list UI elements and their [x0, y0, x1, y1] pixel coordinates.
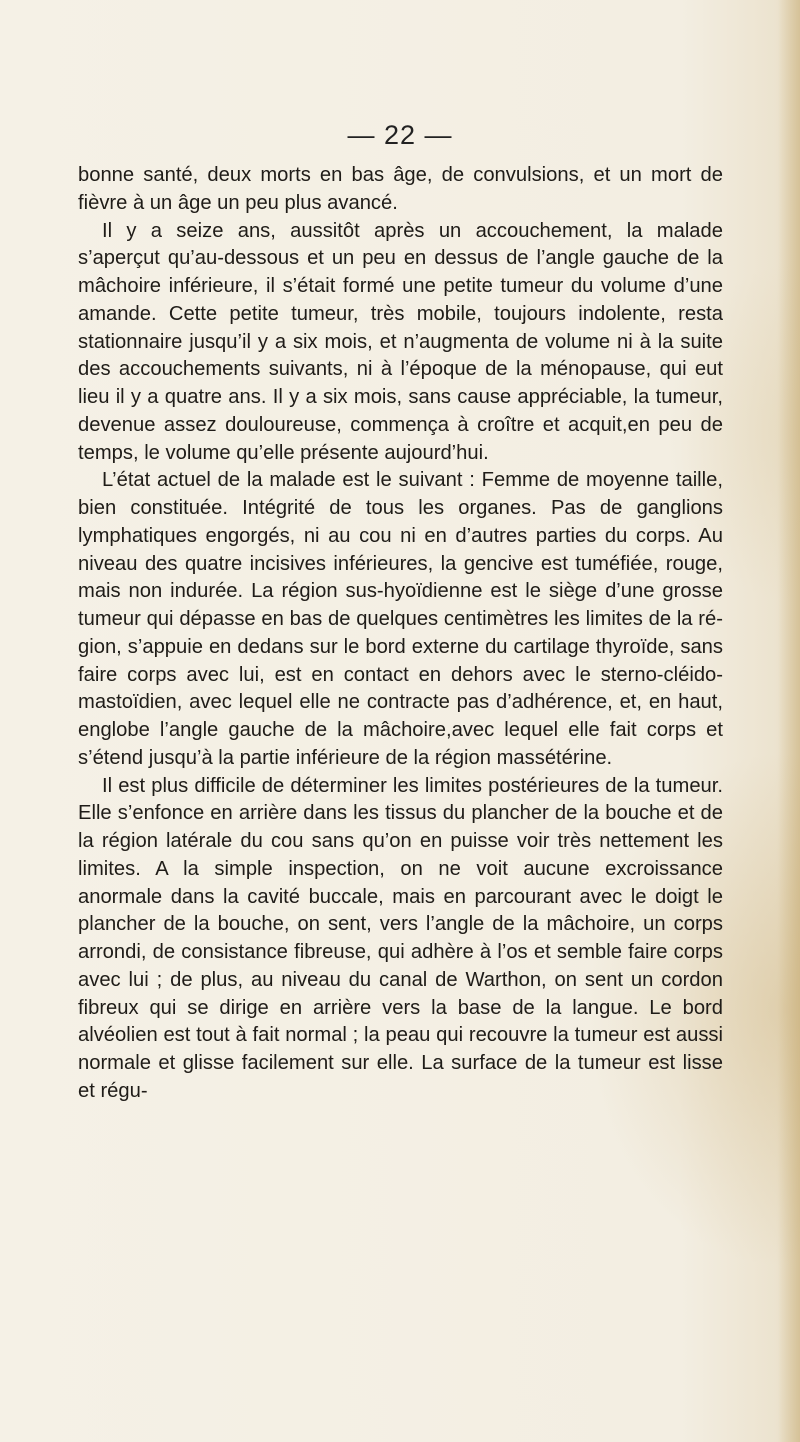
paragraph-1: bonne santé, deux morts en bas âge, de convulsions, et un mort de fièvre à un âge un peu plus avancé. [78, 164, 723, 214]
page-edge-stain [778, 0, 800, 1442]
paragraph-4: Il est plus difficile de déterminer les limites postérieures de la tumeur. Elle s’enfonce en arrière dans les tissus du plancher de la bouche et de la région latérale du cou sans qu’on en puisse voir très nettement les limites. A la simple inspection, on ne voit aucune excroissance anormale dans la cavité buccale, mais en parcourant avec le doigt le plancher de la bouche, on sent, vers l’angle de la mâchoire, un corps arrondi, de consistance fibreuse, qui adhère à l’os et semble faire corps avec lui ; de plus, au niveau du canal de Warthon, on sent un cordon fibreux qui se dirige en arrière vers la base de la langue. Le bord alvéolien est tout à fait normal ; la peau qui recouvre la tumeur est aussi normale et glisse facilement sur elle. La surface de la tumeur est lisse et régu- [78, 774, 723, 1102]
body-text [78, 162, 723, 1106]
paragraph-3: L’état actuel de la malade est le suivant : Femme de moyenne taille, bien constituée. Intégrité de tous les organes. Pas de ganglions lymphatiques engorgés, ni au cou ni en d’autres parties du corps. Au niveau des quatre incisives inférieures, la gencive est tuméfiée, rouge, mais non indurée. La région sus-hyoïdienne est le siège d’une grosse tumeur qui dépasse en bas de quelques centimètres les limites de la région, s’appuie en dedans sur le bord externe du cartilage thyroïde, sans faire corps avec lui, est en contact en dehors avec le sterno-cléido-mastoïdien, avec lequel elle ne contracte pas d’adhérence, et, en haut, englobe l’angle gauche de la mâchoire,avec lequel elle fait corps et s’étend jusqu’à la partie inférieure de la région massétérine. [78, 469, 723, 769]
paragraph-2: Il y a seize ans, aussitôt après un accouchement, la malade s’aperçut qu’au-dessous et un peu en dessus de l’angle gauche de la mâchoire inférieure, il s’était formé une petite tumeur du volume d’une amande. Cette petite tumeur, très mobile, toujours indolente, resta stationnaire jusqu’il y a six mois, et n’augmenta de volume ni à la suite des accouchements suivants, ni à l’époque de la ménopause, qui eut lieu il y a quatre ans. Il y a six mois, sans cause appréciable, la tumeur, devenue assez douloureuse, commença à croître et acquit,en peu de temps, le volume qu’elle présente aujourd’hui. [78, 219, 723, 464]
page-number: — 22 — [347, 120, 453, 150]
